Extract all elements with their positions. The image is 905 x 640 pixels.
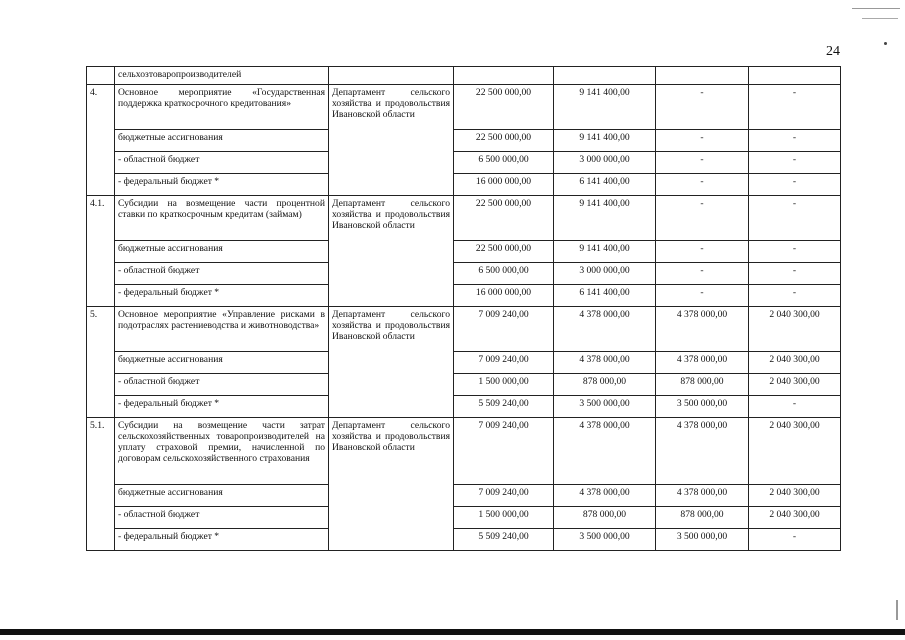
table-row — [87, 374, 841, 396]
cell-value: 5 509 240,00 — [454, 396, 554, 418]
table-row — [87, 130, 841, 152]
cell-name: - областной бюджет — [115, 263, 329, 285]
cell-value: 9 141 400,00 — [554, 196, 656, 241]
cell-value — [656, 67, 749, 85]
cell-name: - федеральный бюджет * — [115, 285, 329, 307]
cell-department: Департамент сельского хозяйства и продовольствия Ивановской области — [329, 196, 454, 307]
cell-value: 1 500 000,00 — [454, 374, 554, 396]
cell-value: - — [749, 174, 841, 196]
cell-value: 7 009 240,00 — [454, 307, 554, 352]
cell-value: 3 000 000,00 — [554, 263, 656, 285]
cell-value: 16 000 000,00 — [454, 174, 554, 196]
table-row — [87, 152, 841, 174]
cell-value: 6 500 000,00 — [454, 152, 554, 174]
cell-value: 7 009 240,00 — [454, 418, 554, 485]
table-row — [87, 85, 841, 130]
cell-value: - — [749, 152, 841, 174]
cell-value: 7 009 240,00 — [454, 485, 554, 507]
cell-value: 4 378 000,00 — [554, 418, 656, 485]
page-number: 24 — [826, 44, 840, 59]
cell-name: бюджетные ассигнования — [115, 352, 329, 374]
table-row — [87, 396, 841, 418]
cell-value: - — [656, 263, 749, 285]
table-row — [87, 263, 841, 285]
cell-value: - — [656, 241, 749, 263]
cell-value: - — [656, 285, 749, 307]
table-row — [87, 529, 841, 551]
cell-value: 9 141 400,00 — [554, 241, 656, 263]
cell-value: 22 500 000,00 — [454, 196, 554, 241]
cell-value: - — [656, 174, 749, 196]
cell-number: 4. — [87, 85, 115, 196]
cell-name: бюджетные ассигнования — [115, 241, 329, 263]
cell-value: - — [749, 196, 841, 241]
cell-name: сельхозтоваропроизводителей — [115, 67, 329, 85]
cell-name: Субсидии на возмещение части процентной ставки по краткосрочным кредитам (займам) — [115, 196, 329, 241]
table-row — [87, 485, 841, 507]
cell-value: - — [656, 85, 749, 130]
cell-department: Департамент сельского хозяйства и продовольствия Ивановской области — [329, 307, 454, 418]
cell-name: - федеральный бюджет * — [115, 529, 329, 551]
cell-value: - — [656, 196, 749, 241]
cell-value: 9 141 400,00 — [554, 85, 656, 130]
cell-value: 7 009 240,00 — [454, 352, 554, 374]
cell-value: - — [656, 130, 749, 152]
cell-value: - — [749, 285, 841, 307]
cell-name: Субсидии на возмещение части затрат сельскохозяйственных товаропроизводителей на уплату страховой премии, начисленной по договорам сельскохозяйственного страхования — [115, 418, 329, 485]
cell-value: - — [749, 263, 841, 285]
cell-name: Основное мероприятие «Государственная поддержка краткосрочного кредитования» — [115, 85, 329, 130]
cell-department — [329, 67, 454, 85]
table-row — [87, 507, 841, 529]
scan-mark — [852, 8, 900, 13]
cell-value: - — [656, 152, 749, 174]
cell-value: 22 500 000,00 — [454, 130, 554, 152]
table-row — [87, 307, 841, 352]
table-row — [87, 241, 841, 263]
cell-value: - — [749, 241, 841, 263]
cell-value: 2 040 300,00 — [749, 374, 841, 396]
cell-value — [749, 67, 841, 85]
table-row — [87, 352, 841, 374]
cell-value: 1 500 000,00 — [454, 507, 554, 529]
cell-value: 4 378 000,00 — [656, 485, 749, 507]
cell-department: Департамент сельского хозяйства и продовольствия Ивановской области — [329, 418, 454, 551]
cell-number: 4.1. — [87, 196, 115, 307]
cell-value: - — [749, 85, 841, 130]
cell-number: 5.1. — [87, 418, 115, 551]
cell-value — [554, 67, 656, 85]
table-row — [87, 418, 841, 485]
cell-name: - областной бюджет — [115, 374, 329, 396]
scan-edge-bar — [0, 629, 905, 635]
scan-mark — [896, 600, 898, 620]
cell-value: 3 500 000,00 — [656, 529, 749, 551]
cell-value: 6 141 400,00 — [554, 174, 656, 196]
cell-value: 2 040 300,00 — [749, 352, 841, 374]
cell-name: бюджетные ассигнования — [115, 485, 329, 507]
table-row — [87, 196, 841, 241]
table-row — [87, 67, 841, 85]
table-row — [87, 174, 841, 196]
cell-name: Основное мероприятие «Управление рисками в подотраслях растениеводства и животноводства» — [115, 307, 329, 352]
cell-value: 6 141 400,00 — [554, 285, 656, 307]
cell-value: 4 378 000,00 — [554, 307, 656, 352]
cell-value: 2 040 300,00 — [749, 485, 841, 507]
cell-name: - областной бюджет — [115, 507, 329, 529]
cell-value: 2 040 300,00 — [749, 507, 841, 529]
cell-value: 22 500 000,00 — [454, 241, 554, 263]
cell-value: 3 500 000,00 — [554, 396, 656, 418]
cell-value: 4 378 000,00 — [656, 307, 749, 352]
cell-number: 5. — [87, 307, 115, 418]
cell-value: 2 040 300,00 — [749, 307, 841, 352]
cell-value: 878 000,00 — [656, 374, 749, 396]
table-row — [87, 285, 841, 307]
cell-name: - федеральный бюджет * — [115, 396, 329, 418]
cell-value: 4 378 000,00 — [554, 352, 656, 374]
cell-name: бюджетные ассигнования — [115, 130, 329, 152]
cell-value: 4 378 000,00 — [554, 485, 656, 507]
scan-dot — [884, 42, 887, 45]
cell-value: 3 500 000,00 — [656, 396, 749, 418]
cell-department: Департамент сельского хозяйства и продовольствия Ивановской области — [329, 85, 454, 196]
cell-value — [454, 67, 554, 85]
cell-value: 22 500 000,00 — [454, 85, 554, 130]
cell-value: - — [749, 529, 841, 551]
cell-number — [87, 67, 115, 85]
cell-value: 878 000,00 — [554, 507, 656, 529]
cell-name: - федеральный бюджет * — [115, 174, 329, 196]
cell-value: 878 000,00 — [554, 374, 656, 396]
budget-table — [86, 66, 841, 551]
cell-value: - — [749, 396, 841, 418]
cell-value: - — [749, 130, 841, 152]
cell-value: 4 378 000,00 — [656, 418, 749, 485]
cell-value: 3 000 000,00 — [554, 152, 656, 174]
cell-value: 5 509 240,00 — [454, 529, 554, 551]
cell-value: 3 500 000,00 — [554, 529, 656, 551]
cell-value: 6 500 000,00 — [454, 263, 554, 285]
scan-mark — [862, 18, 898, 19]
cell-value: 16 000 000,00 — [454, 285, 554, 307]
cell-value: 4 378 000,00 — [656, 352, 749, 374]
cell-name: - областной бюджет — [115, 152, 329, 174]
cell-value: 2 040 300,00 — [749, 418, 841, 485]
cell-value: 878 000,00 — [656, 507, 749, 529]
cell-value: 9 141 400,00 — [554, 130, 656, 152]
